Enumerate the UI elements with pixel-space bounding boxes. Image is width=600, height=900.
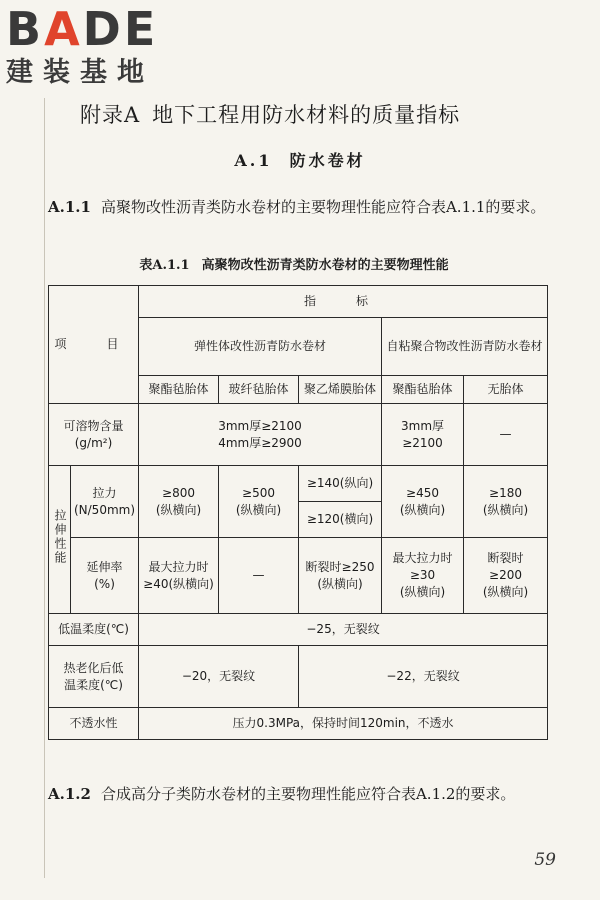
table-cell: 压力0.3MPa，保持时间120min，不透水 [139, 708, 548, 740]
row-label-cell: 可溶物含量 (g/m²) [49, 404, 139, 466]
item-header-cell: 项 目 [49, 286, 139, 404]
table-row-low-temp [49, 614, 548, 646]
table-cell: ≥500 (纵横向) [219, 466, 299, 538]
table-row-impermeability [49, 708, 548, 740]
row-label-cell: 不透水性 [49, 708, 139, 740]
column-header-cell: 无胎体 [464, 376, 548, 404]
group1-header-cell: 弹性体改性沥青防水卷材 [139, 318, 382, 376]
column-header-cell: 聚酯毡胎体 [139, 376, 219, 404]
table-row-heat-aging [49, 646, 548, 708]
column-header-cell: 玻纤毡胎体 [219, 376, 299, 404]
bade-logo [6, 4, 176, 88]
clause-a-1-2 [48, 781, 558, 807]
tensile-group-cell: 拉伸性能 [49, 466, 71, 614]
table-cell: ≥180 (纵横向) [464, 466, 548, 538]
page-number: 59 [534, 850, 556, 870]
table-cell: −22，无裂纹 [299, 646, 548, 708]
table-row-soluble [49, 404, 548, 466]
section-title: 防水卷材 [289, 151, 366, 170]
logo-wordmark: BADE [6, 2, 159, 56]
table-cell: ≥120(横向) [299, 502, 382, 538]
clause-text: 合成高分子类防水卷材的主要物理性能应符合表A.1.2的要求。 [100, 785, 516, 803]
logo-subtitle: 建装基地 [6, 57, 154, 88]
table-row-elongation [49, 538, 548, 614]
clause-text: 高聚物改性沥青类防水卷材的主要物理性能应符合表A.1.1的要求。 [100, 198, 546, 216]
row-label-cell: 延伸率 (%) [71, 538, 139, 614]
table-cell: 断裂时≥250 (纵横向) [299, 538, 382, 614]
group2-header-cell: 自粘聚合物改性沥青防水卷材 [382, 318, 548, 376]
table-cell: ≥140(纵向) [299, 466, 382, 502]
table-cell: — [464, 404, 548, 466]
section-number: A.1 [234, 151, 273, 170]
clause-number: A.1.2 [48, 785, 91, 803]
appendix-label: 附录A [80, 103, 141, 127]
clause-a-1-1 [48, 194, 558, 220]
table-header-row [49, 286, 548, 318]
table-cell: 最大拉力时 ≥30 (纵横向) [382, 538, 464, 614]
table-cell: 3mm厚≥2100 4mm厚≥2900 [139, 404, 382, 466]
section-heading [0, 150, 600, 172]
table-number: 表A.1.1 [139, 258, 190, 273]
appendix-title [80, 100, 550, 130]
margin-rule [44, 98, 45, 878]
table-caption [0, 256, 600, 276]
column-header-cell: 聚酯毡胎体 [382, 376, 464, 404]
table-cell: −25，无裂纹 [139, 614, 548, 646]
table-cell: ≥800 (纵横向) [139, 466, 219, 538]
properties-table [48, 285, 548, 740]
row-label-cell: 拉力 (N/50mm) [71, 466, 139, 538]
row-label-cell: 低温柔度(℃) [49, 614, 139, 646]
table-row-tension [49, 466, 548, 502]
appendix-title-text: 地下工程用防水材料的质量指标 [152, 103, 461, 127]
column-header-cell: 聚乙烯膜胎体 [299, 376, 382, 404]
table-cell: 最大拉力时 ≥40(纵横向) [139, 538, 219, 614]
indicator-header-cell: 指 标 [139, 286, 548, 318]
table-cell: ≥450 (纵横向) [382, 466, 464, 538]
row-label-cell: 热老化后低 温柔度(℃) [49, 646, 139, 708]
table-cell: −20，无裂纹 [139, 646, 299, 708]
table-cell: 断裂时 ≥200 (纵横向) [464, 538, 548, 614]
clause-number: A.1.1 [48, 198, 91, 216]
table-title: 高聚物改性沥青类防水卷材的主要物理性能 [201, 258, 449, 273]
table-cell: — [219, 538, 299, 614]
table-cell: 3mm厚 ≥2100 [382, 404, 464, 466]
